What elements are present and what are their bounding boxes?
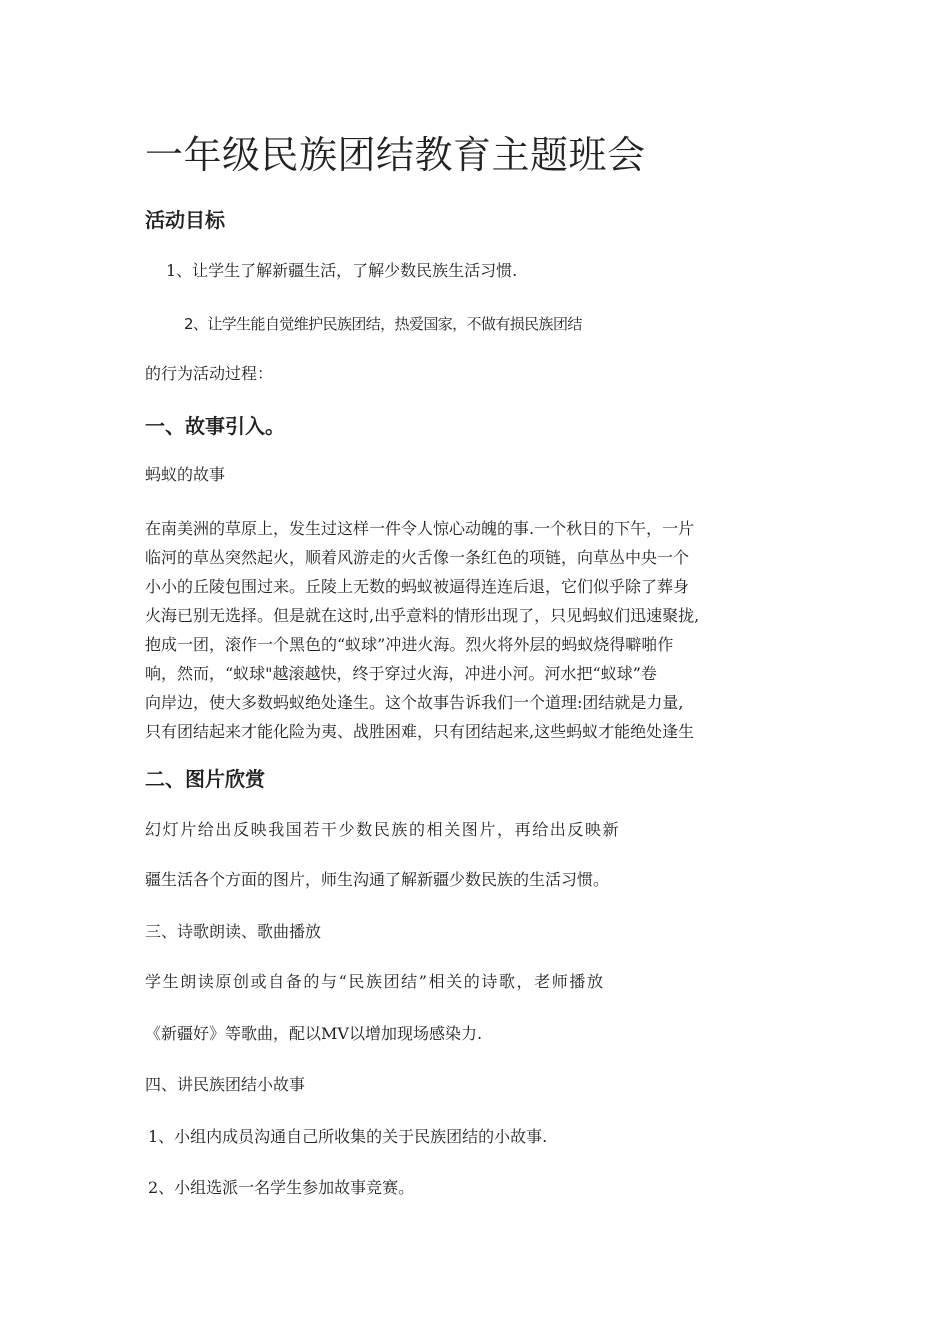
objective-2: 2、让学生能自觉维护民族团结，热爱国家，不做有损民族团结: [184, 315, 582, 333]
section-2-paragraph-2: 疆生活各个方面的图片，师生沟通了解新疆少数民族的生活习惯。: [145, 870, 610, 889]
objective-1: 1、让学生了解新疆生活，了解少数民族生活习惯.: [166, 261, 518, 280]
section-4-heading: 四、讲民族团结小故事: [145, 1075, 306, 1094]
story-line: 向岸边，使大多数蚂蚁绝处逢生。这个故事告诉我们一个道理:团结就是力量,: [145, 693, 684, 712]
section-3-paragraph-1: 学生朗读原创或自备的与“民族团结”相关的诗歌，老师播放: [145, 972, 605, 991]
section-3-paragraph-2: 《新疆好》等歌曲，配以MV以增加现场感染力.: [145, 1024, 483, 1043]
story-line: 只有团结起来才能化险为夷、战胜困难，只有团结起来,这些蚂蚁才能绝处逢生: [145, 722, 695, 741]
objective-2-continuation: 的行为活动过程：: [145, 364, 274, 383]
story-line: 抱成一团，滚作一个黑色的“蚁球”冲进火海。烈火将外层的蚂蚁烧得噼啪作: [145, 635, 674, 654]
document-title: 一年级民族团结教育主题班会: [145, 133, 646, 177]
story-paragraph: [145, 514, 815, 746]
section-2-paragraph-1: 幻灯片给出反映我国若干少数民族的相关图片，再给出反映新: [145, 820, 621, 839]
section-2-heading: 二、图片欣赏: [145, 767, 265, 791]
section-1-heading: 一、故事引入。: [145, 414, 285, 438]
section-4-item-1: 1、小组内成员沟通自己所收集的关于民族团结的小故事.: [148, 1127, 548, 1146]
story-line: 响，然而，“蚁球"越滚越快，终于穿过火海，冲进小河。河水把“蚁球”卷: [145, 664, 657, 683]
story-line: 火海已别无选择。但是就在这时,出乎意料的情形出现了，只见蚂蚁们迅速聚拢,: [145, 606, 700, 625]
objectives-heading: 活动目标: [145, 208, 225, 232]
story-line: 临河的草丛突然起火，顺着风游走的火舌像一条红色的项链，向草丛中央一个: [145, 548, 690, 567]
section-3-heading: 三、诗歌朗读、歌曲播放: [145, 922, 322, 941]
section-4-item-2: 2、小组选派一名学生参加故事竞赛。: [148, 1178, 415, 1197]
story-title: 蚂蚁的故事: [145, 465, 226, 484]
story-line: 在南美洲的草原上，发生过这样一件令人惊心动魄的事.一个秋日的下午，一片: [145, 519, 695, 538]
story-line: 小小的丘陵包围过来。丘陵上无数的蚂蚁被逼得连连后退，它们似乎除了葬身: [145, 577, 690, 596]
